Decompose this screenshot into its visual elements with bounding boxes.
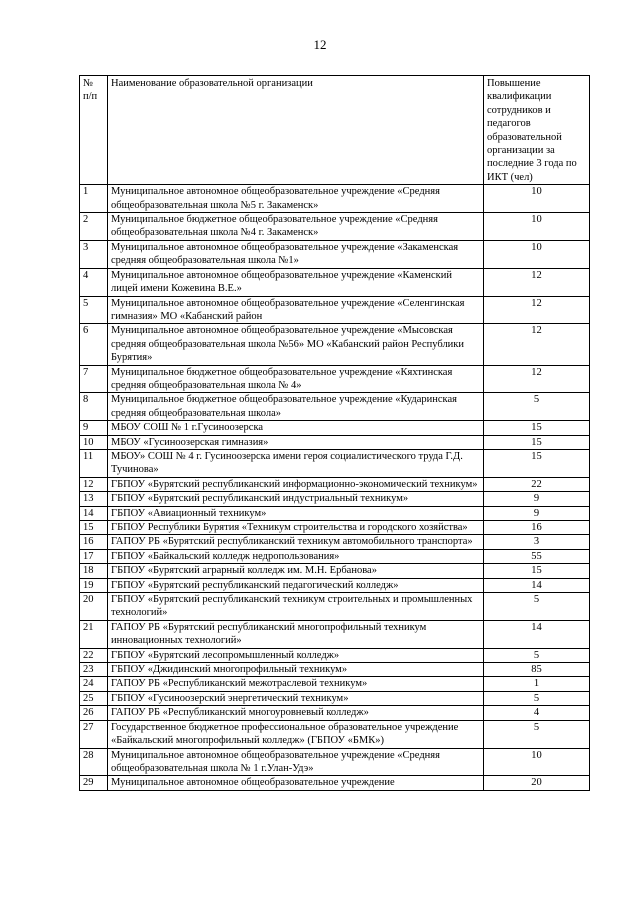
row-value: 14	[484, 578, 590, 592]
table-row	[80, 492, 590, 506]
row-number: 12	[80, 477, 108, 491]
row-name: Муниципальное автономное общеобразовательное учреждение «Каменский лицей имени Кожевина В.Е.»	[108, 268, 484, 296]
table-row	[80, 648, 590, 662]
table-header-row	[80, 76, 590, 185]
row-value: 15	[484, 564, 590, 578]
row-number: 21	[80, 620, 108, 648]
row-name: Муниципальное автономное общеобразовательное учреждение «Закаменская средняя общеобразовательная школа №1»	[108, 240, 484, 268]
table-body	[80, 185, 590, 790]
table-row	[80, 593, 590, 621]
row-value: 1	[484, 677, 590, 691]
row-value: 10	[484, 240, 590, 268]
table-row	[80, 706, 590, 720]
table-row	[80, 477, 590, 491]
row-number: 18	[80, 564, 108, 578]
row-name: ГБПОУ «Бурятский республиканский техникум строительных и промышленных технологий»	[108, 593, 484, 621]
row-number: 14	[80, 506, 108, 520]
row-name: ГАПОУ РБ «Бурятский республиканский многопрофильный техникум инновационных технологий»	[108, 620, 484, 648]
row-number: 5	[80, 296, 108, 324]
table-row	[80, 748, 590, 776]
row-value: 12	[484, 365, 590, 393]
table-row	[80, 324, 590, 365]
row-number: 26	[80, 706, 108, 720]
row-name: ГБПОУ «Гусиноозерский энергетический техникум»	[108, 691, 484, 705]
table-row	[80, 578, 590, 592]
row-number: 22	[80, 648, 108, 662]
table-row	[80, 435, 590, 449]
row-value: 55	[484, 549, 590, 563]
row-name: ГАПОУ РБ «Республиканский межотраслевой техникум»	[108, 677, 484, 691]
row-number: 7	[80, 365, 108, 393]
row-value: 9	[484, 492, 590, 506]
row-value: 15	[484, 421, 590, 435]
table-row	[80, 677, 590, 691]
row-name: ГАПОУ РБ «Республиканский многоуровневый колледж»	[108, 706, 484, 720]
header-num: № п/п	[80, 76, 108, 185]
row-name: МБОУ» СОШ № 4 г. Гусиноозерска имени героя социалистического труда Г.Д. Тучинова»	[108, 449, 484, 477]
row-name: МБОУ «Гусиноозерская гимназия»	[108, 435, 484, 449]
row-name: ГБПОУ «Бурятский республиканский индустриальный техникум»	[108, 492, 484, 506]
row-name: ГБПОУ «Джидинский многопрофильный техникум»	[108, 663, 484, 677]
organizations-table	[79, 75, 590, 791]
row-value: 15	[484, 435, 590, 449]
row-name: ГАПОУ РБ «Бурятский республиканский техникум автомобильного транспорта»	[108, 535, 484, 549]
table-row	[80, 393, 590, 421]
row-number: 13	[80, 492, 108, 506]
row-value: 9	[484, 506, 590, 520]
row-name: Государственное бюджетное профессиональное образовательное учреждение «Байкальский многопрофильный колледж» (ГБПОУ «БМК»)	[108, 720, 484, 748]
row-name: Муниципальное бюджетное общеобразовательное учреждение «Средняя общеобразовательная школа №4 г. Закаменск»	[108, 213, 484, 241]
row-value: 10	[484, 748, 590, 776]
table-row	[80, 449, 590, 477]
row-value: 12	[484, 268, 590, 296]
row-value: 5	[484, 648, 590, 662]
table-row	[80, 521, 590, 535]
table-row	[80, 776, 590, 790]
table-row	[80, 549, 590, 563]
row-number: 6	[80, 324, 108, 365]
row-value: 15	[484, 449, 590, 477]
row-number: 9	[80, 421, 108, 435]
row-value: 85	[484, 663, 590, 677]
row-value: 12	[484, 296, 590, 324]
row-name: Муниципальное бюджетное общеобразовательное учреждение «Кяхтинская средняя общеобразовательная школа № 4»	[108, 365, 484, 393]
row-number: 29	[80, 776, 108, 790]
row-number: 20	[80, 593, 108, 621]
page-number: 12	[313, 37, 327, 52]
row-name: ГБПОУ Республики Бурятия «Техникум строительства и городского хозяйства»	[108, 521, 484, 535]
row-name: ГБПОУ «Бурятский республиканский педагогический колледж»	[108, 578, 484, 592]
row-value: 4	[484, 706, 590, 720]
row-number: 28	[80, 748, 108, 776]
row-name: МБОУ СОШ № 1 г.Гусиноозерска	[108, 421, 484, 435]
row-number: 16	[80, 535, 108, 549]
table-row	[80, 268, 590, 296]
row-value: 14	[484, 620, 590, 648]
row-name: Муниципальное автономное общеобразовательное учреждение	[108, 776, 484, 790]
row-number: 15	[80, 521, 108, 535]
row-name: Муниципальное автономное общеобразовательное учреждение «Мысовская средняя общеобразовательная школа №56» МО «Кабанский район Республики Бурятия»	[108, 324, 484, 365]
row-name: ГБПОУ «Авиационный техникум»	[108, 506, 484, 520]
row-number: 23	[80, 663, 108, 677]
header-name: Наименование образовательной организации	[108, 76, 484, 185]
row-number: 3	[80, 240, 108, 268]
row-number: 17	[80, 549, 108, 563]
table-row	[80, 720, 590, 748]
table-row	[80, 296, 590, 324]
row-number: 24	[80, 677, 108, 691]
row-number: 25	[80, 691, 108, 705]
row-value: 22	[484, 477, 590, 491]
table-row	[80, 620, 590, 648]
row-value: 12	[484, 324, 590, 365]
row-name: Муниципальное автономное общеобразовательное учреждение «Селенгинская гимназия» МО «Кабанский район	[108, 296, 484, 324]
table-row	[80, 506, 590, 520]
table-row	[80, 663, 590, 677]
table-row	[80, 535, 590, 549]
header-value: Повышение квалификации сотрудников и педагогов образовательной организации за последние 3 года по ИКТ (чел)	[484, 76, 590, 185]
row-value: 5	[484, 593, 590, 621]
row-name: Муниципальное бюджетное общеобразовательное учреждение «Кударинская средняя общеобразовательная школа»	[108, 393, 484, 421]
row-number: 8	[80, 393, 108, 421]
table-row	[80, 421, 590, 435]
row-value: 16	[484, 521, 590, 535]
row-name: Муниципальное автономное общеобразовательное учреждение «Средняя общеобразовательная школа №5 г. Закаменск»	[108, 185, 484, 213]
row-number: 10	[80, 435, 108, 449]
row-name: ГБПОУ «Байкальский колледж недропользования»	[108, 549, 484, 563]
row-value: 10	[484, 213, 590, 241]
table-row	[80, 564, 590, 578]
row-name: Муниципальное автономное общеобразовательное учреждение «Средняя общеобразовательная школа № 1 г.Улан-Удэ»	[108, 748, 484, 776]
table-row	[80, 240, 590, 268]
table-row	[80, 691, 590, 705]
row-value: 5	[484, 691, 590, 705]
row-number: 27	[80, 720, 108, 748]
row-name: ГБПОУ «Бурятский лесопромышленный колледж»	[108, 648, 484, 662]
row-number: 11	[80, 449, 108, 477]
row-name: ГБПОУ «Бурятский аграрный колледж им. М.Н. Ербанова»	[108, 564, 484, 578]
row-value: 5	[484, 720, 590, 748]
row-value: 5	[484, 393, 590, 421]
table-row	[80, 213, 590, 241]
row-value: 10	[484, 185, 590, 213]
row-number: 1	[80, 185, 108, 213]
row-number: 4	[80, 268, 108, 296]
table-row	[80, 185, 590, 213]
row-number: 19	[80, 578, 108, 592]
table-row	[80, 365, 590, 393]
row-value: 3	[484, 535, 590, 549]
row-value: 20	[484, 776, 590, 790]
row-name: ГБПОУ «Бурятский республиканский информационно-экономический техникум»	[108, 477, 484, 491]
row-number: 2	[80, 213, 108, 241]
